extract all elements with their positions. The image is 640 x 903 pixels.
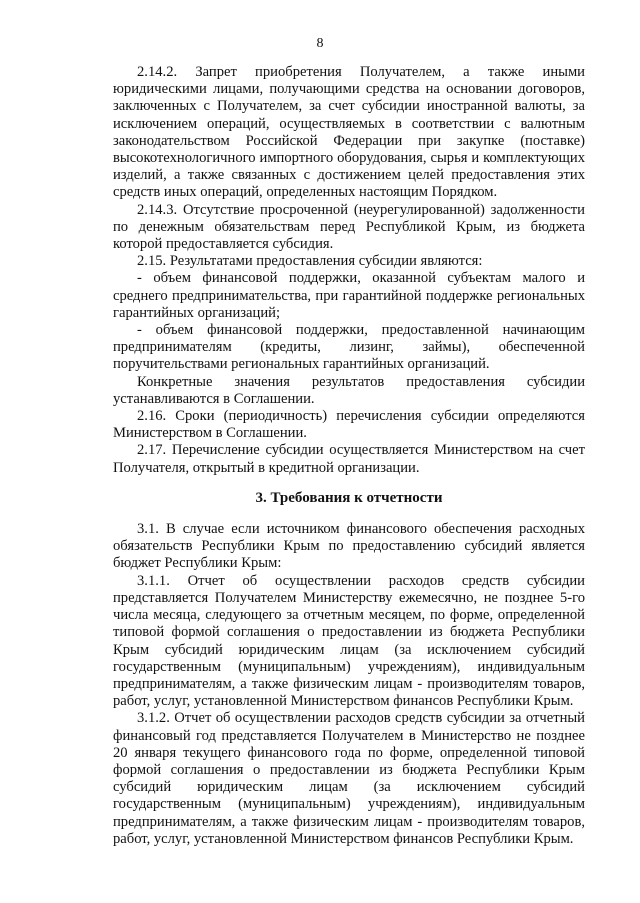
list-item-result-2: - объем финансовой поддержки, предоставленной начинающим предпринимателям (кредиты, лизинг, займы), обеспеченной поручительствами региональных гарантийных организаций. xyxy=(113,322,585,373)
paragraph-2-14-2: 2.14.2. Запрет приобретения Получателем, а также иными юридическими лицами, получающими средства на основании договоров, заключенных с Получателем, за счет субсидии иностранной валюты, за исключением операций, осуществляемых в соответствии с валютным законодательством Российской Федерации при закупке (поставке) высокотехнологичного импортного оборудования, сырья и комплектующих изделий, а также связанных с достижением целей предоставления этих средств иных операций, определенных настоящим Порядком. xyxy=(113,64,585,201)
document-body xyxy=(113,64,585,848)
page-number: 8 xyxy=(316,36,324,51)
paragraph-2-17: 2.17. Перечисление субсидии осуществляется Министерством на счет Получателя, открытый в кредитной организации. xyxy=(113,442,585,476)
paragraph-2-14-3: 2.14.3. Отсутствие просроченной (неурегулированной) задолженности по денежным обязательствам перед Республикой Крым, из бюджета которой предоставляется субсидия. xyxy=(113,201,585,253)
paragraph-2-16: 2.16. Сроки (периодичность) перечисления субсидии определяются Министерством в Соглашении. xyxy=(113,408,585,442)
section-heading: 3. Требования к отчетности xyxy=(255,489,443,506)
paragraph-3-1-1: 3.1.1. Отчет об осуществлении расходов средств субсидии представляется Получателем Министерству ежемесячно, не позднее 5-го числа месяца, следующего за отчетным месяцем, по форме, определенной типовой формой соглашения о предоставлении из бюджета Республики Крым субсидий юридическим лицам (за исключением субсидий государственным (муниципальным) учреждениям), индивидуальным предпринимателям, а также физическим лицам - производителям товаров, работ, услуг, установленной Министерством финансов Республики Крым. xyxy=(113,572,585,710)
paragraph-3-1: 3.1. В случае если источником финансового обеспечения расходных обязательств Республики Крым по предоставлению субсидий является бюджет Республики Крым: xyxy=(113,521,585,572)
paragraph-2-15: 2.15. Результатами предоставления субсидии являются: xyxy=(137,253,483,270)
list-item-result-1: - объем финансовой поддержки, оказанной субъектам малого и среднего предпринимательства, при гарантийной поддержке региональных гарантийных организаций; xyxy=(113,270,585,321)
paragraph-specific-values: Конкретные значения результатов предоставления субсидии устанавливаются в Соглашении. xyxy=(113,373,585,407)
paragraph-3-1-2: 3.1.2. Отчет об осуществлении расходов средств субсидии за отчетный финансовый год представляется Получателем в Министерство не позднее 20 января текущего финансового года по форме, определенной типовой формой соглашения о предоставлении из бюджета Республики Крым субсидий юридическим лицам (за исключением субсидий государственным (муниципальным) учреждениям), индивидуальным предпринимателям, а также физическим лицам - производителям товаров, работ, услуг, установленной Министерством финансов Республики Крым. xyxy=(113,710,585,847)
